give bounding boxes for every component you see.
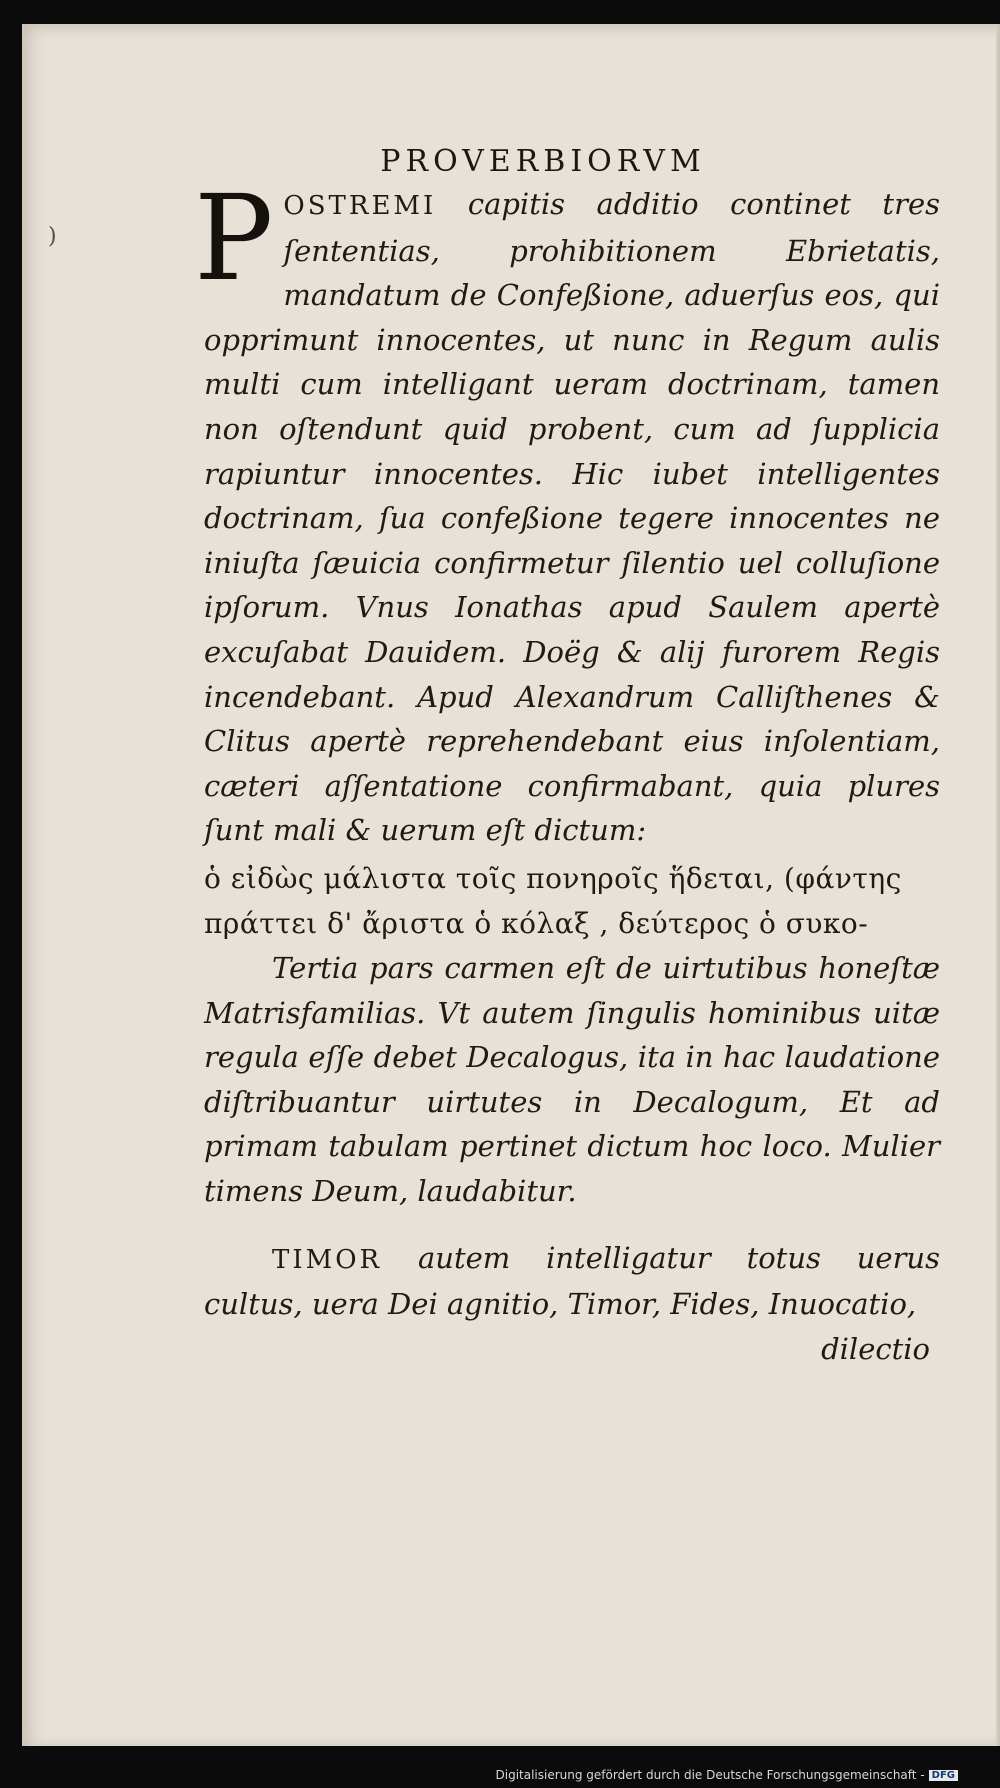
paragraph-3-lead-word: TIMOR [272, 1244, 383, 1275]
paragraph-1-lead-word: OSTREMI [283, 191, 437, 221]
credit-text: Digitalisierung gefördert durch die Deutsche Forschungsgemeinschaft - [495, 1768, 925, 1782]
text-block [194, 169, 940, 1371]
paragraph-2: Tertia pars carmen eſt de uirtutibus honeſtæ Matrisfamilias. Vt autem ſingulis hominibus uitæ regula eſſe debet Decalogus, ita in hac laudatione diſtribuantur uirtutes in Decalogum, Et ad primam tabulam pertinet dictum hoc loco. Mulier timens Deum, laudabitur. [204, 951, 940, 1209]
greek-line-2: πράττει δ' ἄριστα ὁ κόλαξ , δεύτερος ὁ συκο- [204, 906, 869, 940]
greek-quotation [204, 857, 940, 946]
dfg-logo: DFG [929, 1770, 958, 1781]
catchword: dilectio [821, 1331, 930, 1366]
drop-cap: P [194, 169, 274, 307]
paragraph-3 [204, 1236, 940, 1327]
paragraph-1 [194, 169, 940, 853]
paragraph-1-text: capitis additio continet tres ſententias, prohibitionem Ebrietatis, mandatum de Confeßione, aduerſus eos, qui opprimunt innocentes, ut nunc in Regum aulis multi cum intelligant ueram doctrinam, tamen non oſtendunt quid probent, cum ad ſupplicia rapiuntur innocentes. Hic iubet intelligentes doctrinam, ſua confeßione tegere innocentes ne iniuſta ſæuicia confirmetur ſilentio uel colluſione ipſorum. Vnus Ionathas apud Saulem apertè excuſabat Dauidem. Doëg & alij furorem Regis incendebant. Apud Alexandrum Calliſthenes & Clitus apertè reprehendebant eius inſolentiam, cæteri aſſentatione confirmabant, quia plures ſunt mali & uerum eſt dictum: [204, 187, 940, 848]
digitization-credit [496, 1768, 959, 1782]
margin-mark: ) [48, 224, 57, 249]
greek-line-1: ὁ εἰδὼς μάλιστα τοῖς πονηροῖς ἥδεται, (φάντης [204, 861, 902, 895]
running-title: PROVERBIORVM [380, 144, 706, 179]
paragraph-3-text: autem intelligatur totus uerus cultus, uera Dei agnitio, Timor, Fides, Inuocatio, [204, 1240, 940, 1322]
